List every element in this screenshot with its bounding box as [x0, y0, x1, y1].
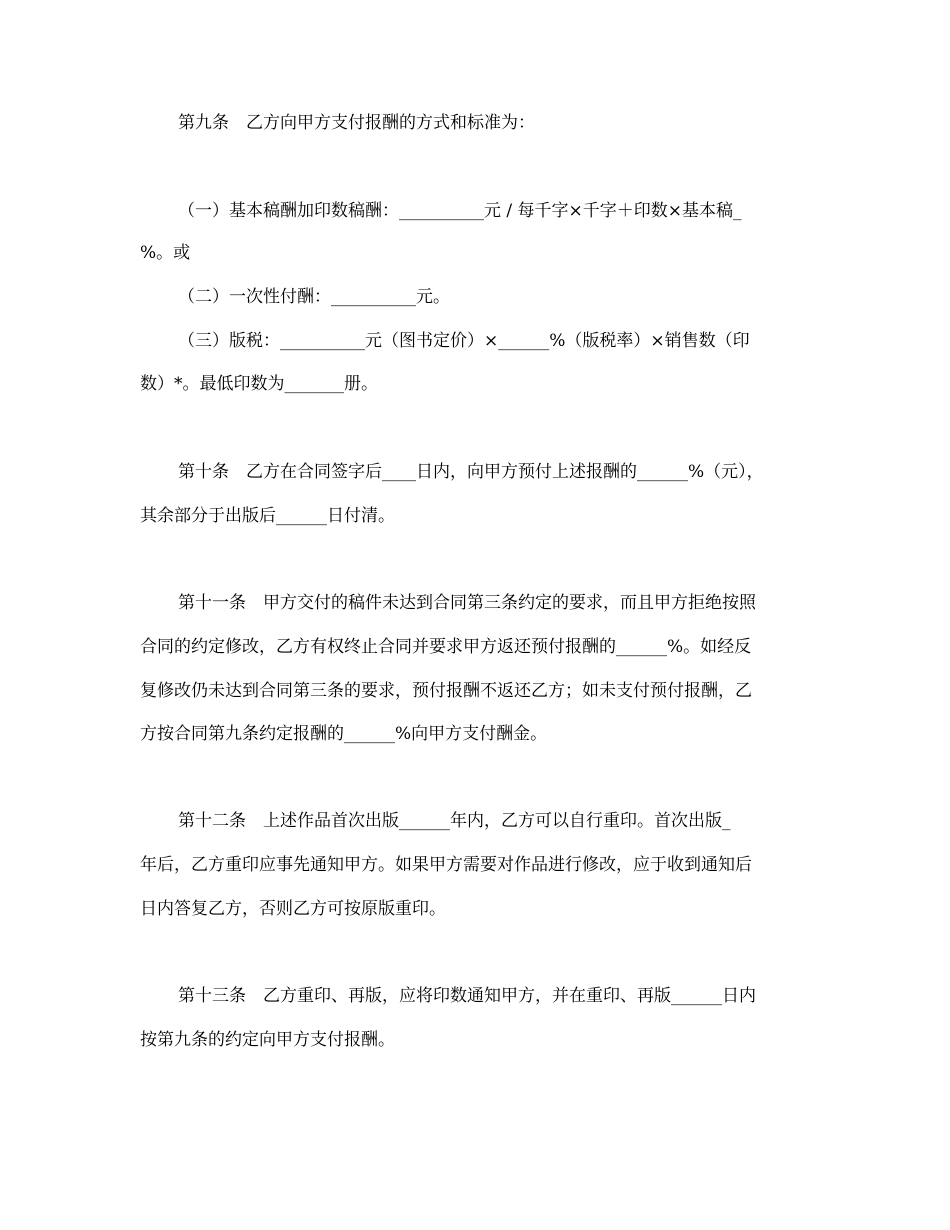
- article-13-line-2: 按第九条的约定向甲方支付报酬。: [140, 1030, 395, 1050]
- article-13-line-1: 第十三条 乙方重印、再版，应将印数通知甲方，并在重印、再版______日内: [178, 986, 756, 1006]
- article-10-line-1: 第十条 乙方在合同签字后____日内，向甲方预付上述报酬的______%（元），: [178, 462, 764, 482]
- article-9-item-2: （二）一次性付酬：__________元。: [178, 287, 450, 307]
- article-11-line-1: 第十一条 甲方交付的稿件未达到合同第三条约定的要求，而且甲方拒绝按照: [178, 593, 756, 613]
- article-9-heading: 第九条 乙方向甲方支付报酬的方式和标准为：: [178, 113, 535, 133]
- article-12-line-3: 日内答复乙方，否则乙方可按原版重印。: [140, 899, 446, 919]
- article-12-line-2: 年后，乙方重印应事先通知甲方。如果甲方需要对作品进行修改，应于收到通知后: [140, 855, 752, 875]
- article-11-line-2: 合同的约定修改，乙方有权终止合同并要求甲方返还预付报酬的______%。如经反: [140, 637, 752, 657]
- article-9-item-3-line-1: （三）版税：__________元（图书定价）×______%（版税率）×销售数（印: [178, 331, 750, 351]
- article-9-item-1-line-1: （一）基本稿酬加印数稿酬：__________元 / 每千字×千字＋印数×基本稿_: [178, 201, 742, 221]
- article-10-line-2: 其余部分于出版后______日付清。: [140, 506, 395, 526]
- article-9-item-3-line-2: 数）*。最低印数为_______册。: [140, 374, 378, 394]
- article-12-line-1: 第十二条 上述作品首次出版______年内，乙方可以自行重印。首次出版_: [178, 811, 731, 831]
- article-9-item-1-line-2: %。或: [140, 243, 191, 263]
- article-11-line-3: 复修改仍未达到合同第三条的要求，预付报酬不返还乙方；如未支付预付报酬，乙: [140, 681, 752, 701]
- article-11-line-4: 方按合同第九条约定报酬的______%向甲方支付酬金。: [140, 724, 548, 744]
